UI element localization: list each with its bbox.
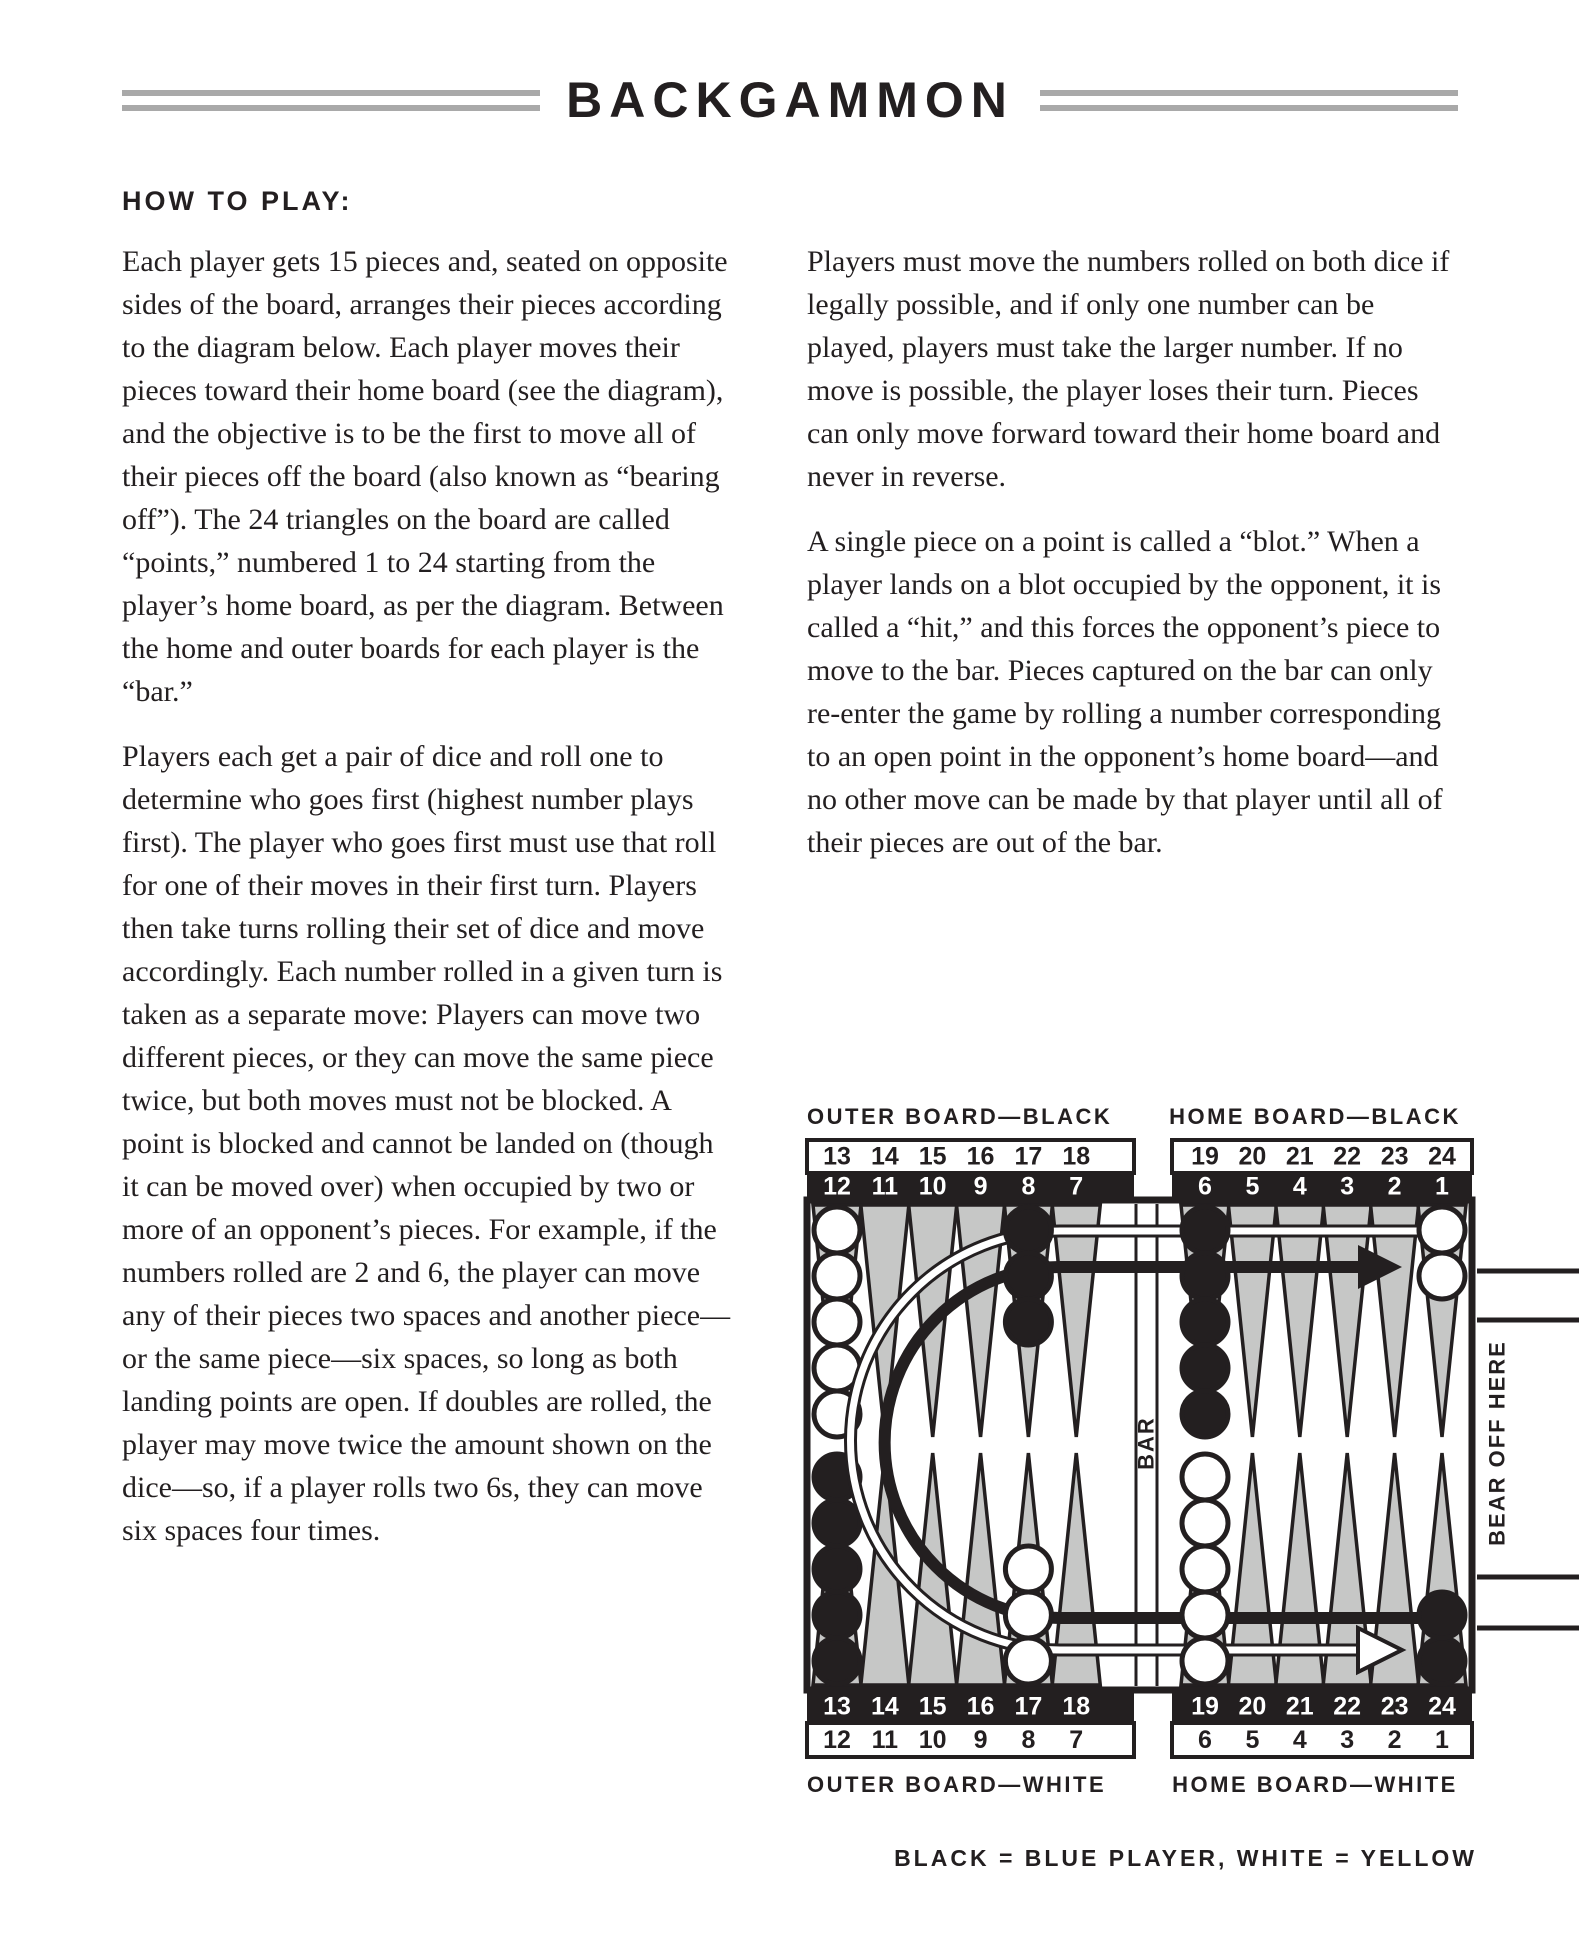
point-number: 24	[1428, 1142, 1456, 1171]
point-number: 3	[1340, 1172, 1355, 1201]
point-number: 11	[871, 1726, 899, 1754]
number-row-box	[1172, 1173, 1472, 1200]
point-number: 16	[966, 1142, 995, 1171]
point-number: 22	[1333, 1692, 1362, 1721]
point-number: 20	[1238, 1692, 1267, 1721]
number-row-box	[807, 1723, 1134, 1757]
backgammon-diagram	[650, 1080, 1579, 1890]
checker-black	[1182, 1345, 1228, 1391]
checker-white	[814, 1207, 860, 1253]
point-number: 9	[973, 1726, 988, 1754]
point-number: 4	[1292, 1172, 1307, 1201]
checker-white	[1419, 1253, 1465, 1299]
rule-bar	[1040, 90, 1458, 96]
point-number: 21	[1285, 1142, 1314, 1171]
checker-black	[1182, 1207, 1228, 1253]
section-heading: HOW TO PLAY:	[122, 186, 353, 216]
checker-white	[1182, 1638, 1228, 1684]
checker-black	[814, 1546, 860, 1592]
checker-black	[1005, 1253, 1051, 1299]
checker-black	[1182, 1391, 1228, 1437]
point-number: 7	[1069, 1172, 1084, 1201]
point-number: 8	[1021, 1726, 1036, 1754]
point-number: 15	[918, 1692, 947, 1721]
checker-white	[1005, 1592, 1051, 1638]
checker-white	[1182, 1546, 1228, 1592]
checker-black	[1419, 1638, 1465, 1684]
point-number: 10	[918, 1172, 947, 1201]
checker-white	[1005, 1638, 1051, 1684]
point-number: 14	[870, 1142, 899, 1171]
checker-white	[1182, 1454, 1228, 1500]
rules-paragraph: A single piece on a point is called a “blot.” When a player lands on a blot occupied by the opponent, it is called a “hit,” and this forces the opponent’s piece to move to the bar. Pieces captured on the bar can only re-enter the game by rolling a number corresponding to an open point in the opponent’s home board—and no other move can be made by that player until all of their pieces are out of the bar.	[807, 525, 1443, 859]
point-number: 19	[1191, 1142, 1219, 1171]
point-number: 2	[1387, 1726, 1402, 1754]
checker-white	[1419, 1207, 1465, 1253]
page-header	[122, 62, 1458, 138]
title-rule-right	[1040, 90, 1458, 111]
rules-paragraph: Players must move the numbers rolled on both dice if legally possible, and if only one number can be played, players must take the larger number. If no move is possible, the player loses their turn. Pieces can only move forward toward their home board and never in reverse.	[807, 245, 1450, 493]
checker-white	[814, 1253, 860, 1299]
point-number: 12	[823, 1172, 851, 1201]
point-number: 23	[1380, 1142, 1409, 1171]
checker-black	[1182, 1253, 1228, 1299]
point-number: 16	[966, 1692, 995, 1721]
point-number: 7	[1069, 1726, 1084, 1754]
point-number: 8	[1021, 1172, 1036, 1201]
rule-bar	[1040, 105, 1458, 111]
checker-black	[1419, 1592, 1465, 1638]
point-number: 10	[918, 1726, 947, 1754]
checker-black	[1005, 1207, 1051, 1253]
point-number: 1	[1435, 1726, 1449, 1754]
label-home-board-black: HOME BOARD—BLACK	[1169, 1104, 1461, 1129]
bear-off-label: BEAR OFF HERE	[1484, 1340, 1510, 1546]
label-home-board-white: HOME BOARD—WHITE	[1172, 1772, 1458, 1797]
point-number: 22	[1333, 1142, 1362, 1171]
point-number: 13	[823, 1142, 851, 1171]
title-rule-left	[122, 90, 540, 111]
point-number: 21	[1285, 1692, 1314, 1721]
point-number: 23	[1380, 1692, 1409, 1721]
point-number: 13	[823, 1692, 851, 1721]
point-number: 2	[1387, 1172, 1402, 1201]
point-number: 18	[1062, 1692, 1091, 1721]
point-number: 24	[1428, 1692, 1456, 1721]
point-number: 6	[1198, 1726, 1212, 1754]
point-number: 12	[823, 1726, 851, 1754]
text-column-right	[807, 240, 1462, 886]
checker-black	[814, 1592, 860, 1638]
checker-black	[814, 1500, 860, 1546]
checker-white	[1182, 1500, 1228, 1546]
rule-bar	[122, 90, 540, 96]
rules-paragraph: Each player gets 15 pieces and, seated on opposite sides of the board, arranges their pieces according to the diagram below. Each player moves their pieces toward their home board (see the diagram), and the objective is to be the first to move all of their pieces off the board (also known as “bearing off”). The 24 triangles on the board are called “points,” numbered 1 to 24 starting from the player’s home board, as per the diagram. Between the home and outer boards for each player is the “bar.”	[122, 245, 728, 708]
text-column-left	[122, 240, 734, 1574]
color-key-caption: BLACK = BLUE PLAYER, WHITE = YELLOW	[894, 1845, 1477, 1871]
checker-white	[1005, 1546, 1051, 1592]
point-number: 17	[1014, 1692, 1043, 1721]
rule-bar	[122, 105, 540, 111]
number-row-box	[1172, 1723, 1472, 1757]
point-number: 17	[1014, 1142, 1043, 1171]
point-number: 19	[1191, 1692, 1219, 1721]
checker-white	[1182, 1592, 1228, 1638]
point-number: 18	[1062, 1142, 1091, 1171]
point-number: 20	[1238, 1142, 1267, 1171]
point-number: 5	[1245, 1726, 1260, 1754]
bar-label: BAR	[1133, 1416, 1159, 1470]
label-outer-board-white: OUTER BOARD—WHITE	[807, 1772, 1107, 1797]
page-title: BACKGAMMON	[566, 72, 1014, 128]
point-number: 4	[1292, 1726, 1307, 1754]
point-number: 6	[1198, 1172, 1212, 1201]
point-number: 9	[973, 1172, 988, 1201]
point-number: 5	[1245, 1172, 1260, 1201]
checker-black	[814, 1638, 860, 1684]
number-row-box	[807, 1173, 1134, 1200]
label-outer-board-black: OUTER BOARD—BLACK	[807, 1104, 1113, 1129]
point-number: 11	[871, 1172, 899, 1201]
checker-white	[814, 1299, 860, 1345]
point-number: 14	[870, 1692, 899, 1721]
point-number: 15	[918, 1142, 947, 1171]
point-number: 1	[1435, 1172, 1449, 1201]
checker-black	[1182, 1299, 1228, 1345]
point-number: 3	[1340, 1726, 1355, 1754]
rules-paragraph: Players each get a pair of dice and roll one to determine who goes first (highest number plays first). The player who goes first must use that roll for one of their moves in their first turn. Players then take turns rolling their set of dice and move accordingly. Each number rolled in a given turn is taken as a separate move: Players can move two different pieces, or they can move the same piece twice, but both moves must not be blocked. A point is blocked and cannot be landed on (though it can be moved over) when occupied by two or more of an opponent’s pieces. For example, if the numbers rolled are 2 and 6, the player can move any of their pieces two spaces and another piece—or the same piece—six spaces, so long as both landing points are open. If doubles are rolled, the player may move twice the amount shown on the dice—so, if a player rolls two 6s, they can move six spaces four times.	[122, 740, 731, 1547]
checker-black	[1005, 1299, 1051, 1345]
